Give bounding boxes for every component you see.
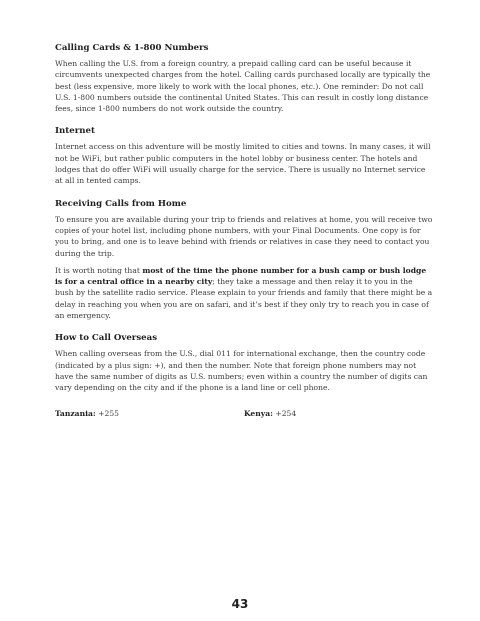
heading-internet: Internet	[55, 126, 95, 137]
section-call-overseas	[55, 333, 433, 393]
text-after-bold: ; they take a message and then relay it to you in the bush by the satellite radio service. Please explain to your friends and family that there might be a delay in reaching you when you are on safari, and it’s best if they only try to reach you in case of an emergency.	[55, 277, 433, 321]
paragraph-call-overseas: When calling overseas from the U.S., dial 011 for international exchange, then the country code (indicated by a plus sign: +), and then the number. Note that foreign phone numbers may not have the same number of digits as U.S. numbers; even within a country the number of digits can vary depending on the city and if the phone is a land line or cell phone.	[55, 349, 428, 393]
country-code-kenya	[244, 408, 433, 419]
paragraph-calling-cards: When calling the U.S. from a foreign country, a prepaid calling card can be useful because it circumvents unexpected charges from the hotel. Calling cards purchased locally are typically the best (less expensive, more likely to work with the local phones, etc.). One reminder: Do not call U.S. 1-800 numbers outside the continental United States. This can result in costly long distance fees, since 1-800 numbers do not work outside the country.	[55, 59, 431, 114]
section-internet	[55, 126, 433, 186]
paragraph-internet: Internet access on this adventure will be mostly limited to cities and towns. In many cases, it will not be WiFi, but rather public computers in the hotel lobby or business center. The hotels and lodges that do offer WiFi will usually charge for the service. There is usually no Internet service at all in tented camps.	[55, 142, 431, 186]
bold-phone-note: most of the time the phone number for a bush camp or bush lodge is for a central office in a nearby city	[55, 265, 427, 287]
country-code-value: +254	[275, 408, 297, 418]
country-code-tanzania	[55, 408, 244, 419]
section-receiving-calls	[55, 199, 433, 322]
heading-receiving-calls: Receiving Calls from Home	[55, 198, 187, 209]
paragraph-receiving-calls-1: To ensure you are available during your trip to friends and relatives at home, you will receive two copies of your hotel list, including phone numbers, with your Final Documents. One copy is for you to bring, and one is to leave behind with friends or relatives in case they need to contact you during the trip.	[55, 214, 433, 258]
heading-calling-cards: Calling Cards & 1-800 Numbers	[55, 43, 209, 53]
country-code-value: +255	[98, 408, 120, 418]
country-name: Kenya:	[244, 408, 273, 418]
country-codes	[55, 408, 433, 419]
country-name: Tanzania:	[55, 408, 96, 418]
paragraph-receiving-calls-2	[55, 265, 433, 321]
heading-call-overseas: How to Call Overseas	[55, 333, 158, 344]
text-before-bold: It is worth noting that	[55, 265, 143, 275]
section-calling-cards	[55, 43, 433, 114]
document-page	[55, 43, 433, 419]
page-number: 43	[231, 597, 249, 611]
